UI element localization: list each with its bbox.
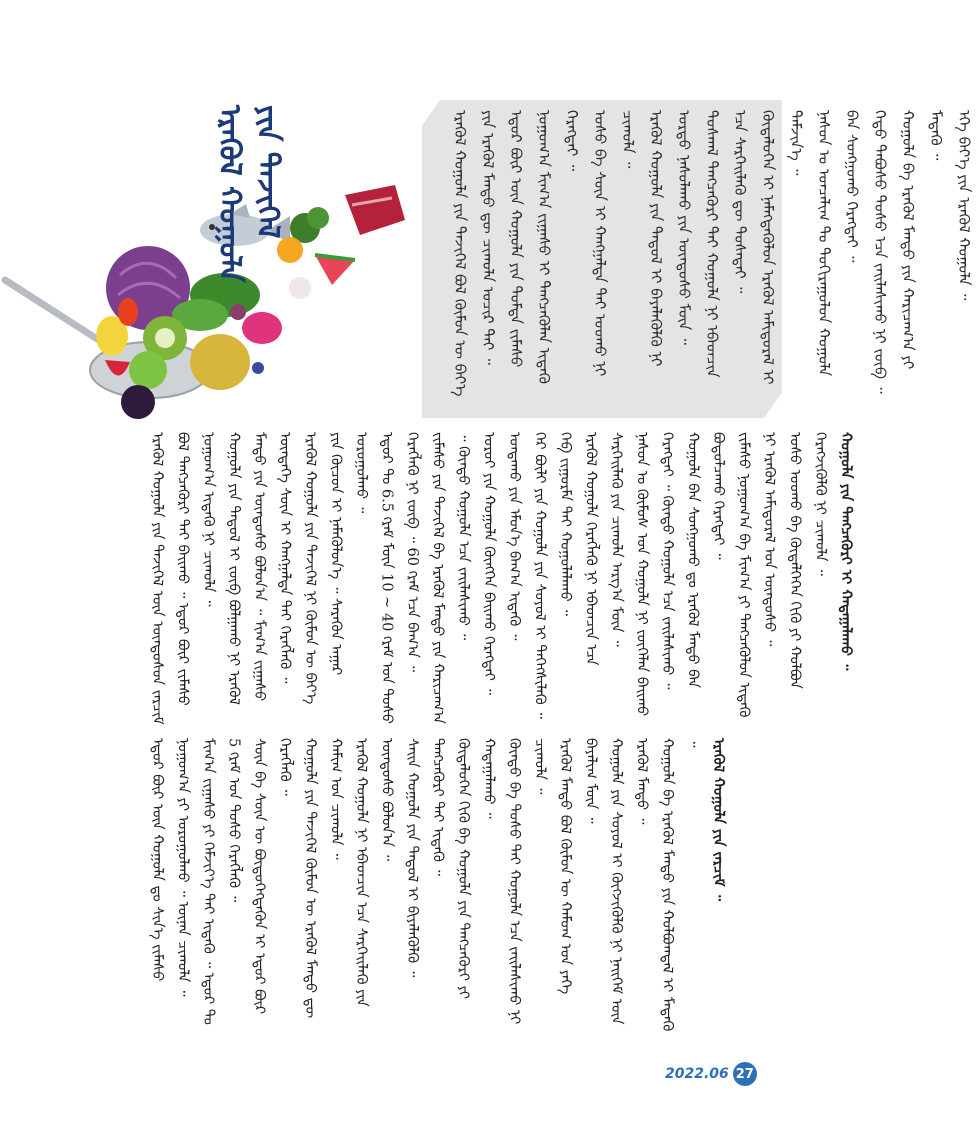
body-paragraph: ᠡᠷᠡᠭᠦᠯ ᠬᠣᠭᠣᠯᠠ ᠨᠢ ᠡᠪᠡᠳᠴᠢᠨ ᠡᠴᠡ ᠰᠡᠷᠭᠡᠢᠯᠡᠬᠦ ᠶᠢᠨ ᠦᠨᠳᠦᠰᠦ ᠪᠣᠯᠤᠨ᠎ᠠ ᠃ (353, 738, 395, 1007)
body-paragraph: ᠮᠢᠬ᠎ᠠ ᠵᠢᠭᠠᠰᠤ ᠶᠢ ᠬᠡᠮᠵᠢᠶ᠎ᠡ ᠲᠠᠢ ᠢᠳᠡᠬᠦ ᠃ ᠡᠳᠦᠷ ᠲᠤ 5 ᠭᠷᠠᠮ ᠤᠨ ᠲᠣᠰᠤ ᠬᠡᠷᠡᠭᠯᠡᠬᠦ ᠃ (200, 738, 242, 1025)
page-footer (665, 1062, 757, 1086)
body-paragraph: ᠡᠷᠡᠭᠦᠯ ᠬᠣᠭᠣᠯᠠ ᠶᠢᠨ ᠲᠡᠵᠢᠭᠡᠯ ᠨᠢ ᠬᠦᠮᠦᠨ ᠦ ᠪᠡᠶ᠎ᠡ ᠶᠢᠨ ᠬᠦᠴᠦᠨ ᠢ ᠨᠡᠮᠡᠭᠦᠯᠦᠨ᠎ᠡ ᠃ ᠰᠡᠷᠡᠬᠦᠨ ᠠᠭᠠᠷ ᠤᠷᠤᠭᠤᠯᠬᠤ ᠃ (302, 432, 369, 705)
intro-text: ᠡᠷᠡᠭᠦᠯ ᠬᠣᠭᠣᠯᠠ ᠶᠢᠨ ᠲᠡᠵᠢᠭᠡᠯ ᠪᠣᠯ ᠬᠦᠮᠦᠨ ᠦ ᠪᠡᠶ᠎ᠡ ᠶᠢᠨ ᠡᠷᠡᠭᠦᠯ ᠮᠡᠨᠳᠦ ᠳᠦ ᠴᠢᠬᠤᠯᠠ ᠤᠴᠢᠷ ᠲᠠᠢ ᠃ ᠡᠳᠦᠷ ᠪᠦᠷ ᠦᠨ ᠬᠣᠭᠣᠯᠠ ᠶᠢᠨ ᠳᠤᠮᠳᠠ ᠵᠢᠮᠡᠰᠦ ᠨᠣᠭᠣᠭ᠎ᠠ ᠮᠢᠬ᠎ᠠ ᠵᠢᠭᠠᠰᠤ ᠢ ᠲᠡᠩᠴᠡᠭᠦᠯᠡᠨ ᠢᠳᠡᠬᠦ ᠬᠡᠷᠡᠭᠲᠡᠢ ᠃ ᠤᠰᠤ ᠪᠠ ᠰᠦᠨ ᠢ ᠬᠠᠩᠭᠠᠯᠲᠠ ᠲᠠᠢ ᠤᠤᠬᠤ ᠨᠢ ᠴᠢᠬᠤᠯᠠ ᠃ ᠡᠷᠡᠭᠦᠯ ᠬᠣᠭᠣᠯᠠ ᠶᠢᠨ ᠳᠠᠳᠤᠯ ᠢ ᠪᠡᠶᠡᠯᠡᠭᠦᠯᠬᠦ ᠨᠢ ᠤᠷᠲᠤ ᠨᠠᠰᠤᠯᠠᠬᠤ ᠶᠢᠨ ᠦᠨᠳᠦᠰᠦ ᠮᠥᠨ ᠃ ᠳᠤᠰᠬᠠᠯ ᠲᠡᠩᠴᠡᠭᠦᠷᠢ ᠲᠠᠢ ᠬᠣᠭᠣᠯᠠ ᠨᠢ ᠡᠪᠡᠳᠴᠢᠨ ᠡᠴᠡ ᠰᠡᠷᠭᠡᠢᠯᠡᠬᠦ ᠳᠦ ᠲᠤᠰᠠᠲᠠᠢ ᠃ ᠬᠦᠳᠡᠯᠦᠭᠡᠨ ᠢ ᠨᠡᠮᠡᠭᠳᠡᠭᠦᠯᠦᠨ ᠡᠷᠡᠭᠦᠯ ᠠᠮᠢᠳᠤᠷᠠᠯ ᠢ ᠳᠡᠮᠵᠢᠨ᠎ᠡ ᠃ ᠨᠠᠰᠤᠨ ᠤ ᠣᠨᠴᠠᠯᠢᠭ ᠲᠤ ᠲᠣᠬᠢᠷᠠᠭᠤᠯᠤᠨ ᠬᠣᠭᠣᠯᠠ ᠪᠡᠨ ᠰᠣᠩᠭᠣᠬᠤ ᠬᠡᠷᠡᠭᠲᠡᠢ ᠃ ᠬᠡᠲᠦ ᠳᠠᠪᠤᠰᠤ ᠲᠣᠰᠤ ᠡᠴᠡ ᠵᠠᠢᠯᠠᠰᠢᠬᠤ ᠨᠢ ᠵᠥᠪ ᠃ ᠬᠣᠭᠣᠯᠠ ᠪᠠ ᠡᠷᠡᠭᠦᠯ ᠮᠡᠨᠳᠦ ᠶᠢᠨ ᠬᠠᠷᠢᠴᠠᠭ᠎ᠠ ᠶᠢ ᠮᠡᠳᠡᠬᠦ ᠃ ᠡᠬᠡ ᠪᠡᠶ᠎ᠡ ᠶᠢᠨ ᠡᠷᠡᠭᠦᠯ ᠬᠣᠭᠣᠯᠠ ᠃ (451, 110, 973, 397)
body-paragraph: ᠵᠢᠮᠡᠰᠦ ᠶᠢᠨ ᠲᠡᠵᠢᠭᠡᠯ ᠪᠠ ᠡᠷᠡᠭᠦᠯ ᠮᠡᠨᠳᠦ ᠶᠢᠨ ᠬᠠᠷᠢᠴᠠᠭ᠎ᠠ ᠃ ᠬᠦᠨᠳᠦ ᠬᠣᠭᠣᠯᠠ ᠡᠴᠡ ᠵᠠᠢᠯᠠᠰᠢᠬᠤ ᠃ (429, 432, 471, 724)
body-paragraph: ᠵᠢᠮᠡᠰᠦ ᠨᠣᠭᠣᠭ᠎ᠠ ᠪᠠ ᠮᠢᠬ᠎ᠠ ᠶᠢ ᠲᠡᠩᠴᠡᠭᠦᠯᠦᠨ ᠢᠳᠡᠬᠦ ᠨᠢ ᠡᠷᠡᠭᠦᠯ ᠠᠮᠢᠳᠤᠷᠠᠯ ᠤᠨ ᠦᠨᠳᠦᠰᠦ ᠃ (735, 432, 777, 718)
body-paragraph: ᠬᠣᠭᠣᠯᠠ ᠶᠢᠨ ᠳᠠᠳᠤᠯ ᠢ ᠵᠥᠪ ᠪᠣᠯᠭᠠᠬᠤ ᠨᠢ ᠡᠷᠡᠭᠦᠯ ᠮᠡᠨᠳᠦ ᠶᠢᠨ ᠦᠨᠳᠦᠰᠦ ᠪᠣᠯᠤᠨ᠎ᠠ ᠃ ᠮᠢᠬ᠎ᠠ ᠵᠢᠭᠠᠰᠤ ᠥᠨᠳᠡᠭᠡ ᠰᠦᠨ ᠢ ᠬᠠᠩᠭᠠᠯᠲᠠ ᠲᠠᠢ ᠬᠡᠷᠡᠭᠯᠡᠬᠦ ᠃ (225, 432, 293, 705)
body-paragraph: ᠰᠠᠢᠨ ᠬᠣᠭᠣᠯᠠ ᠶᠢᠨ ᠳᠠᠳᠤᠯ ᠢ ᠪᠢᠶᠡᠯᠡᠭᠦᠯᠬᠦ ᠃ ᠲᠡᠩᠴᠡᠭᠦᠷᠢ ᠲᠠᠢ ᠢᠳᠡᠬᠦ ᠃ (404, 738, 446, 978)
article-title: ᠡᠷᠡᠭᠦᠯ ᠬᠣᠭᠣᠯᠠ ᠶᠢᠨ ᠲᠡᠵᠢᠭᠡᠯ (212, 105, 285, 283)
body-lower (118, 738, 783, 1034)
body-paragraph: ᠬᠣᠭᠣᠯᠠ ᠶᠢᠨ ᠲᠡᠵᠢᠭᠡᠯ ᠬᠦᠮᠦᠨ ᠦ ᠡᠷᠡᠭᠦᠯ ᠮᠡᠨᠳᠦ ᠳᠦ ᠬᠠᠮᠢᠭ ᠤᠨ ᠴᠢᠬᠤᠯᠠ ᠃ (302, 738, 344, 1019)
body-paragraph: ᠬᠣᠭᠣᠯᠠ ᠶᠢᠨ ᠰᠣᠶᠣᠯ ᠢ ᠬᠥᠭᠵᠢᠭᠦᠯᠬᠦ ᠨᠢ ᠨᠡᠢᠭᠡᠮ ᠦᠨ ᠡᠷᠡᠭᠦᠯ ᠮᠡᠨᠳᠦ ᠃ (608, 738, 650, 1025)
body-upper (118, 432, 855, 726)
body-paragraph: ᠨᠠᠰᠤᠨ ᠤ ᠬᠦᠮᠦᠰ ᠤᠨ ᠬᠣᠭᠣᠯᠠ ᠨᠢ ᠵᠦᠭᠡᠯᠡᠨ ᠪᠠᠢᠬᠤ ᠬᠡᠷᠡᠭᠲᠡᠢ ᠃ ᠬᠦᠨᠳᠦ ᠬᠣᠭᠣᠯᠠ ᠡᠴᠡ ᠵᠠᠢᠯᠠᠰᠢᠬᠤ ᠃ (633, 432, 675, 717)
page-number-badge: 27 (733, 1062, 757, 1086)
body-paragraph: ᠬᠦᠳᠡᠯᠦᠭᠡᠨ ᠬᠢᠬᠦ ᠪᠠ ᠬᠣᠭᠣᠯᠠ ᠶᠢᠨ ᠲᠡᠩᠴᠡᠭᠦᠷᠢ ᠶᠢ ᠬᠠᠳᠠᠭᠠᠯᠠᠬᠤ ᠃ (455, 738, 497, 1000)
body-paragraph: ᠤᠰᠤ ᠤᠤᠬᠤ ᠪᠠ ᠬᠥᠳᠡᠯᠭᠡᠭᠡᠨ ᠬᠢᠬᠦ ᠶᠢ ᠬᠣᠯᠪᠣᠨ ᠬᠡᠷᠡᠭᠵᠢᠭᠦᠯᠬᠦ ᠨᠢ ᠴᠢᠬᠤᠯᠠ ᠃ (786, 432, 828, 689)
body-paragraph: ᠡᠷᠡᠭᠦᠯ ᠬᠣᠭᠣᠯᠠ ᠶᠢᠨ ᠲᠡᠵᠢᠭᠡᠯ ᠦᠨ ᠦᠨᠳᠦᠰᠦᠨ ᠵᠠᠷᠴᠢᠮ ᠪᠣᠯ ᠲᠡᠩᠴᠡᠭᠦᠷᠢ ᠲᠠᠢ ᠪᠠᠢᠬᠤ ᠃ ᠡᠳᠦᠷ ᠪᠦᠷ ᠵᠢᠮᠡᠰᠦ ᠨᠣᠭᠣᠭ᠎ᠠ ᠢᠳᠡᠬᠦ ᠨᠢ ᠴᠢᠬᠤᠯᠠ ᠃ (149, 432, 216, 725)
issue-date: 2022.06 (665, 1066, 729, 1082)
body-paragraph: ᠭᠡᠷ ᠪᠦᠯᠢ ᠶᠢᠨ ᠬᠣᠭᠣᠯᠠ ᠶᠢᠨ ᠰᠣᠶᠣᠯ ᠢ ᠳᠡᠭᠡᠭᠰᠢᠯᠡᠬᠦ ᠃ ᠬᠡᠪ ᠵᠢᠭᠤᠷᠮᠠ ᠲᠠᠢ ᠬᠣᠭᠣᠯᠠᠯᠠᠬᠤ ᠃ (531, 432, 573, 719)
body-bold-line: ᠬᠣᠭᠣᠯᠠ ᠶᠢᠨ ᠲᠡᠩᠴᠡᠭᠦᠷᠢ ᠢ ᠬᠠᠳᠠᠭᠠᠯᠠᠬᠤ ᠃ (837, 432, 855, 671)
body-bold-line: ᠡᠷᠡᠭᠦᠯ ᠬᠣᠭᠣᠯᠠ ᠶᠢᠨ ᠵᠠᠷᠴᠢᠮ ᠃ (710, 738, 727, 902)
body-paragraph: ᠣᠷᠣᠢ ᠶᠢᠨ ᠬᠣᠭᠣᠯᠠ ᠬᠥᠩᠭᠡᠨ ᠪᠠᠢᠬᠤ ᠬᠡᠷᠡᠭᠲᠡᠢ ᠃ ᠤᠨᠲᠠᠬᠤ ᠶᠢᠨ ᠡᠮᠦᠨ᠎ᠡ ᠪᠠᠭ᠎ᠠ ᠢᠳᠡᠬᠦ ᠃ (480, 432, 522, 696)
body-paragraph: ᠡᠷᠡᠭᠦᠯ ᠬᠣᠭᠣᠯᠠ ᠬᠡᠷᠡᠭᠯᠡᠬᠦ ᠨᠢ ᠡᠪᠡᠳᠴᠢᠨ ᠡᠴᠡ ᠰᠡᠷᠭᠡᠢᠯᠡᠬᠦ ᠶᠢᠨ ᠴᠢᠬᠤᠯᠠ ᠠᠷᠭ᠎ᠠ ᠮᠥᠨ ᠃ (582, 432, 624, 666)
body-paragraph: ᠡᠷᠡᠭᠦᠯ ᠮᠡᠨᠳᠦ ᠪᠣᠯ ᠬᠦᠮᠦᠨ ᠦ ᠬᠠᠮᠤᠭ ᠤᠨ ᠶᠡᠬᠡ ᠪᠠᠶᠠᠯᠢᠭ ᠮᠥᠨ ᠃ (557, 738, 599, 995)
body-paragraph: ᠬᠣᠭᠣᠯᠠ ᠪᠠ ᠡᠷᠡᠭᠦᠯ ᠮᠡᠨᠳᠦ ᠶᠢᠨ ᠬᠣᠯᠪᠣᠭᠳᠠᠯ ᠢ ᠮᠡᠳᠡᠬᠦ ᠃ (659, 738, 701, 1032)
body-paragraph: ᠡᠳᠦᠷ ᠲᠤ 6.5 ᠭᠷᠠᠮ ᠮᠥᠨ 10 ~ 40 ᠭᠷᠠᠮ ᠤᠨ ᠲᠣᠰᠤ ᠬᠡᠷᠡᠭᠯᠡᠬᠦ ᠨᠢ ᠵᠥᠪ ᠃ 60 ᠭᠷᠠᠮ ᠡᠴᠡ ᠪᠠᠭ᠎ᠠ ᠃ (378, 432, 420, 724)
body-paragraph: ᠬᠣᠭᠣᠯᠠ ᠪᠠᠨ ᠰᠣᠩᠭᠣᠬᠤ ᠳᠤ ᠡᠷᠡᠭᠦᠯ ᠮᠡᠨᠳᠦ ᠪᠡᠨ ᠪᠣᠳᠣᠯᠴᠠᠬᠤ ᠬᠡᠷᠡᠭᠲᠡᠢ ᠃ (684, 432, 726, 688)
body-paragraph: ᠡᠳᠦᠷ ᠪᠦᠷ ᠦᠨ ᠬᠣᠭᠣᠯᠠ ᠳᠤ ᠰᠢᠨ᠎ᠡ ᠵᠢᠮᠡᠰᠦ ᠨᠣᠭᠣᠭ᠎ᠠ ᠶᠢ ᠣᠷᠣᠭᠤᠯᠬᠤ ᠃ ᠦᠨᠡᠨ ᠴᠢᠬᠤᠯᠠ ᠃ (149, 738, 191, 997)
body-paragraph: ᠰᠦᠨ ᠪᠠ ᠰᠦᠨ ᠦ ᠪᠦᠲᠦᠭᠡᠭᠳᠡᠬᠦᠨ ᠢ ᠡᠳᠦᠷ ᠪᠦᠷ ᠬᠡᠷᠡᠭᠯᠡᠬᠦ ᠃ (251, 738, 293, 1015)
body-paragraph: ᠬᠦᠨᠳᠦ ᠪᠠ ᠲᠣᠰᠤ ᠲᠠᠢ ᠬᠣᠭᠣᠯᠠ ᠡᠴᠡ ᠵᠠᠢᠯᠠᠰᠢᠬᠤ ᠨᠢ ᠴᠢᠬᠤᠯᠠ ᠃ (506, 738, 548, 1025)
